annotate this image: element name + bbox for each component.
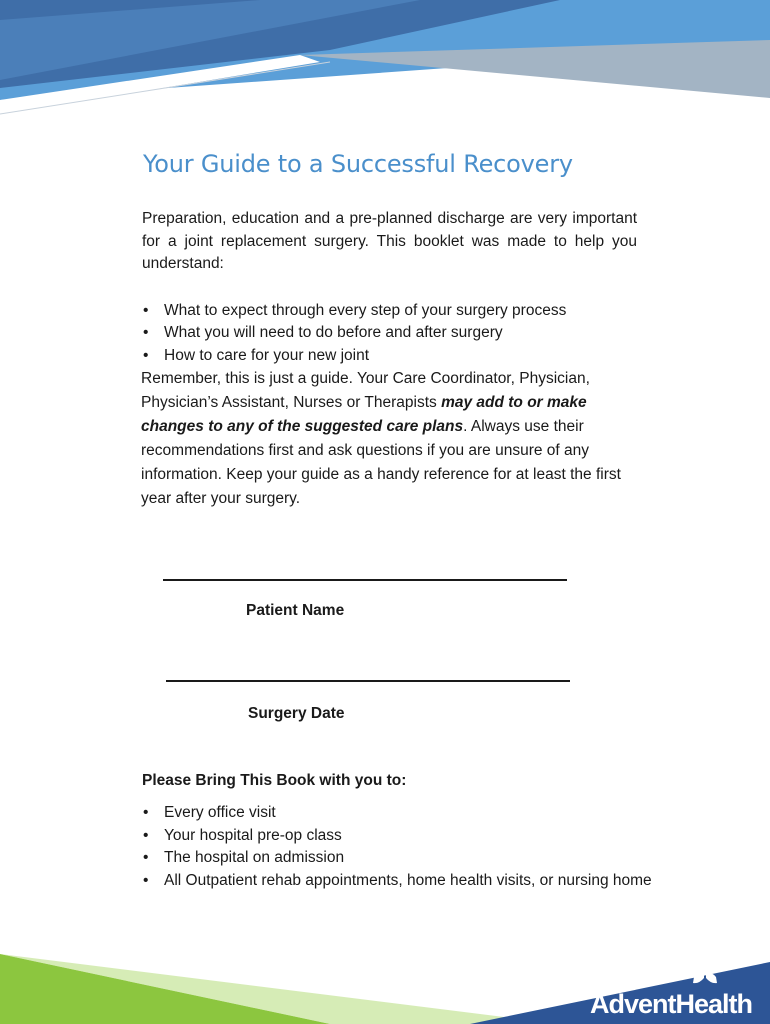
patient-name-line	[163, 579, 567, 581]
bring-list	[141, 802, 721, 892]
list-item: • Every office visit	[141, 802, 721, 825]
surgery-date-line	[166, 680, 570, 682]
list-item: • Your hospital pre-op class	[141, 825, 721, 848]
reminder-text: Remember, this is just a guide. Your Care Coordinator, Physician, Physician’s Assistant, Nurses or Therapists	[141, 370, 590, 411]
reminder-paragraph	[141, 367, 631, 511]
reminder-emphasis: may add to or make changes to any of the suggested care plans	[141, 394, 587, 435]
bring-heading: Please Bring This Book with you to:	[142, 772, 407, 789]
page-title: Your Guide to a Successful Recovery	[143, 150, 573, 178]
understand-list	[141, 300, 701, 368]
header-banner	[0, 0, 770, 120]
list-item: • What you will need to do before and after surgery	[141, 322, 701, 345]
list-item: • All Outpatient rehab appointments, home health visits, or nursing home	[141, 870, 721, 893]
document-body	[141, 150, 701, 889]
list-item: • The hospital on admission	[141, 847, 721, 870]
advent-health-logo-icon	[690, 956, 720, 986]
reminder-text-end: . Always use their recommendations first and ask questions if you are unsure of any information. Keep your guide as a handy reference for at least the first year after your surgery.	[141, 418, 621, 507]
list-item: • What to expect through every step of your surgery process	[141, 300, 701, 323]
patient-name-label: Patient Name	[246, 602, 345, 619]
list-item: • How to care for your new joint	[141, 345, 701, 368]
surgery-date-label: Surgery Date	[248, 705, 345, 722]
brand-logo-text: AdventHealth	[589, 989, 752, 1019]
intro-paragraph: Preparation, education and a pre-planned discharge are very important for a joint replacement surgery. This booklet was made to help you understand:	[142, 210, 637, 272]
